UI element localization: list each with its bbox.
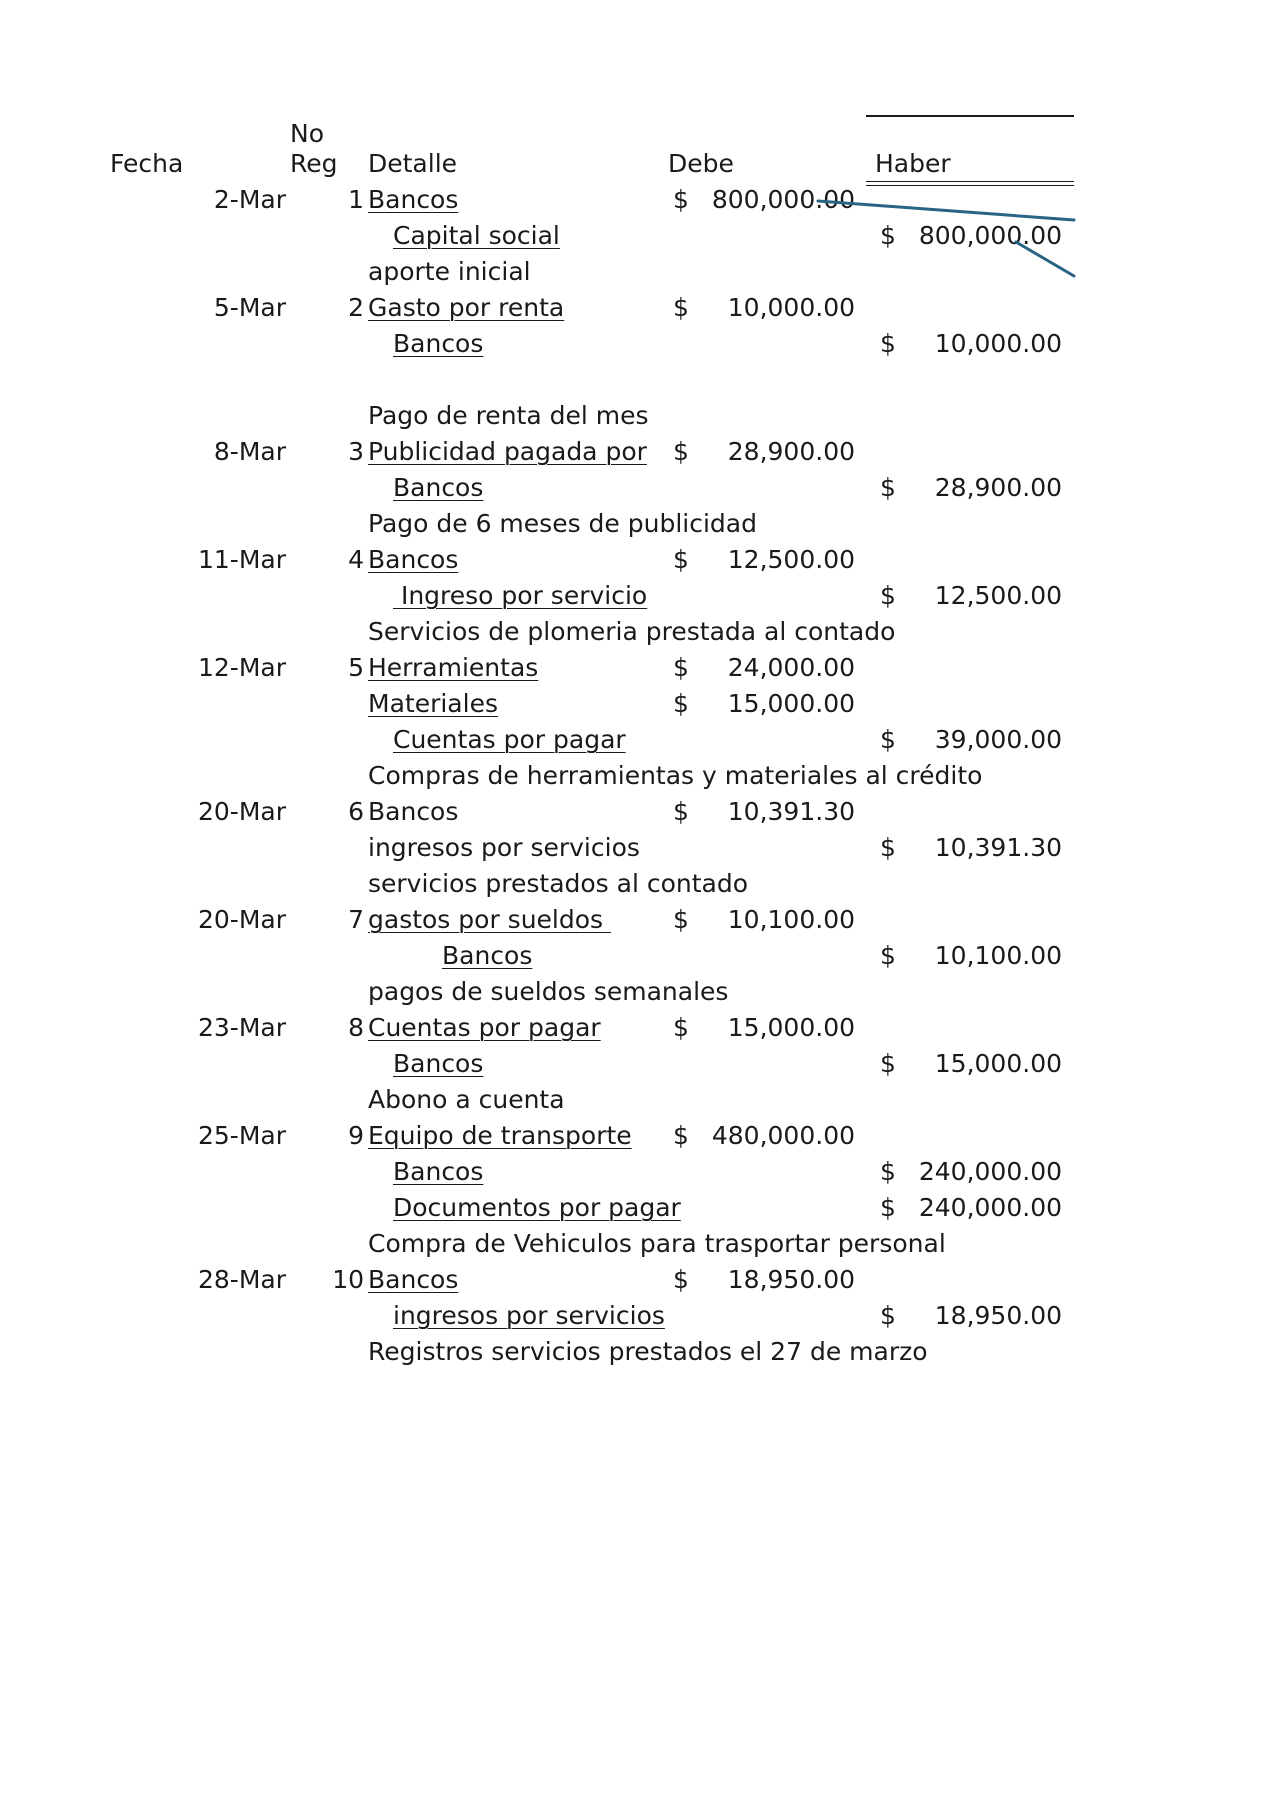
credit-currency: $: [880, 941, 896, 970]
credit-amount: 10,100.00: [934, 941, 1062, 970]
credit-currency: $: [880, 581, 896, 610]
journal-line: [0, 506, 1280, 542]
journal-line: [0, 758, 1280, 794]
journal-line: [0, 182, 1280, 218]
credit-amount: 39,000.00: [934, 725, 1062, 754]
entry-number: 3: [348, 437, 364, 466]
header-detalle: Detalle: [368, 149, 458, 178]
credit-currency: $: [880, 833, 896, 862]
journal-line: [0, 290, 1280, 326]
entry-number: 4: [348, 545, 364, 574]
credit-currency: $: [880, 221, 896, 250]
credit-currency: $: [880, 473, 896, 502]
journal-line: [0, 1226, 1280, 1262]
entry-date: 25-Mar: [197, 1121, 286, 1150]
entry-date: 8-Mar: [213, 437, 286, 466]
debit-currency: $: [673, 797, 689, 826]
account-credit: ingresos por servicios: [368, 833, 640, 862]
account-debit: Herramientas: [368, 653, 539, 682]
journal-line: [0, 1262, 1280, 1298]
credit-amount: 10,391.30: [934, 833, 1062, 862]
journal-line: [0, 722, 1280, 758]
credit-currency: $: [880, 329, 896, 358]
account-credit: Bancos: [393, 473, 484, 502]
entry-date: 28-Mar: [197, 1265, 286, 1294]
entry-date: 2-Mar: [213, 185, 286, 214]
debit-currency: $: [673, 185, 689, 214]
debit-amount: 10,391.30: [727, 797, 855, 826]
journal-line: [0, 902, 1280, 938]
debit-currency: $: [673, 1121, 689, 1150]
account-debit: Materiales: [368, 689, 498, 718]
entry-number: 5: [348, 653, 364, 682]
journal-line: [0, 794, 1280, 830]
journal-line: [0, 1082, 1280, 1118]
debit-amount: 15,000.00: [727, 689, 855, 718]
entry-description: Pago de renta del mes: [368, 401, 649, 430]
journal-line: [0, 1010, 1280, 1046]
debit-amount: 10,100.00: [727, 905, 855, 934]
account-debit: Bancos: [368, 545, 459, 574]
entry-date: 23-Mar: [197, 1013, 286, 1042]
account-debit: Bancos: [368, 797, 459, 826]
debit-currency: $: [673, 905, 689, 934]
credit-amount: 15,000.00: [934, 1049, 1062, 1078]
entry-description: pagos de sueldos semanales: [368, 977, 729, 1006]
debit-amount: 10,000.00: [727, 293, 855, 322]
header-reg: Reg: [290, 149, 338, 178]
account-credit: Bancos: [393, 1157, 484, 1186]
account-credit: Cuentas por pagar: [393, 725, 626, 754]
entry-date: 5-Mar: [213, 293, 286, 322]
entry-description: Compras de herramientas y materiales al crédito: [368, 761, 983, 790]
journal-line: [0, 1118, 1280, 1154]
entry-date: 12-Mar: [197, 653, 286, 682]
credit-amount: 240,000.00: [918, 1157, 1062, 1186]
credit-amount: 10,000.00: [934, 329, 1062, 358]
credit-amount: 800,000.00: [918, 221, 1062, 250]
account-debit: Bancos: [368, 1265, 459, 1294]
entry-description: Servicios de plomeria prestada al contado: [368, 617, 896, 646]
journal-line: [0, 830, 1280, 866]
credit-amount: 18,950.00: [934, 1301, 1062, 1330]
account-credit: Bancos: [393, 329, 484, 358]
entry-number: 10: [332, 1265, 364, 1294]
debit-amount: 15,000.00: [727, 1013, 855, 1042]
entry-date: 11-Mar: [197, 545, 286, 574]
credit-currency: $: [880, 1049, 896, 1078]
entry-number: 6: [348, 797, 364, 826]
account-credit: Bancos: [442, 941, 533, 970]
account-credit: Capital social: [393, 221, 560, 250]
credit-amount: 12,500.00: [934, 581, 1062, 610]
credit-currency: $: [880, 1193, 896, 1222]
header-haber: Haber: [875, 149, 951, 178]
credit-currency: $: [880, 1157, 896, 1186]
journal-line: [0, 542, 1280, 578]
debit-amount: 480,000.00: [711, 1121, 855, 1150]
credit-amount: 28,900.00: [934, 473, 1062, 502]
account-debit: Bancos: [368, 185, 459, 214]
entry-number: 8: [348, 1013, 364, 1042]
account-debit: Equipo de transporte: [368, 1121, 632, 1150]
debit-amount: 12,500.00: [727, 545, 855, 574]
entry-description: Abono a cuenta: [368, 1085, 565, 1114]
account-credit: Documentos por pagar: [393, 1193, 681, 1222]
entry-date: 20-Mar: [197, 905, 286, 934]
entry-description: aporte inicial: [368, 257, 531, 286]
credit-currency: $: [880, 1301, 896, 1330]
journal-line: [0, 614, 1280, 650]
entry-description: Registros servicios prestados el 27 de marzo: [368, 1337, 928, 1366]
debit-amount: 800,000.00: [711, 185, 855, 214]
account-credit: Bancos: [393, 1049, 484, 1078]
header-debe: Debe: [668, 149, 734, 178]
journal-line: [0, 434, 1280, 470]
debit-currency: $: [673, 689, 689, 718]
entry-date: 20-Mar: [197, 797, 286, 826]
debit-currency: $: [673, 437, 689, 466]
entry-description: Compra de Vehiculos para trasportar personal: [368, 1229, 946, 1258]
journal-line: [0, 650, 1280, 686]
debit-amount: 28,900.00: [727, 437, 855, 466]
account-debit: Publicidad pagada por: [368, 437, 647, 466]
journal-line: [0, 866, 1280, 902]
debit-currency: $: [673, 293, 689, 322]
journal-line: [0, 470, 1280, 506]
header-row: [0, 146, 1280, 182]
entry-number: 9: [348, 1121, 364, 1150]
debit-currency: $: [673, 653, 689, 682]
journal-line: [0, 1046, 1280, 1082]
journal-line: [0, 218, 1280, 254]
journal-line: [0, 1298, 1280, 1334]
account-debit: gastos por sueldos: [368, 905, 612, 934]
credit-amount: 240,000.00: [918, 1193, 1062, 1222]
journal-line: [0, 578, 1280, 614]
debit-currency: $: [673, 1265, 689, 1294]
entry-number: 1: [348, 185, 364, 214]
account-debit: Cuentas por pagar: [368, 1013, 601, 1042]
credit-currency: $: [880, 725, 896, 754]
journal-line: [0, 1334, 1280, 1370]
journal-line: [0, 326, 1280, 362]
journal-line: [0, 398, 1280, 434]
account-credit: ingresos por servicios: [393, 1301, 665, 1330]
entry-number: 7: [348, 905, 364, 934]
journal-line: [0, 254, 1280, 290]
debit-currency: $: [673, 545, 689, 574]
account-credit: Ingreso por servicio: [393, 581, 648, 610]
entry-number: 2: [348, 293, 364, 322]
journal-line: [0, 686, 1280, 722]
debit-currency: $: [673, 1013, 689, 1042]
header-fecha: Fecha: [110, 149, 184, 178]
debit-amount: 24,000.00: [727, 653, 855, 682]
account-debit: Gasto por renta: [368, 293, 565, 322]
header-no: No: [290, 119, 324, 148]
journal-line: [0, 974, 1280, 1010]
debit-amount: 18,950.00: [727, 1265, 855, 1294]
journal-line: [0, 938, 1280, 974]
entry-description: servicios prestados al contado: [368, 869, 749, 898]
journal-line: [0, 1190, 1280, 1226]
entry-description: Pago de 6 meses de publicidad: [368, 509, 757, 538]
journal-line: [0, 1154, 1280, 1190]
